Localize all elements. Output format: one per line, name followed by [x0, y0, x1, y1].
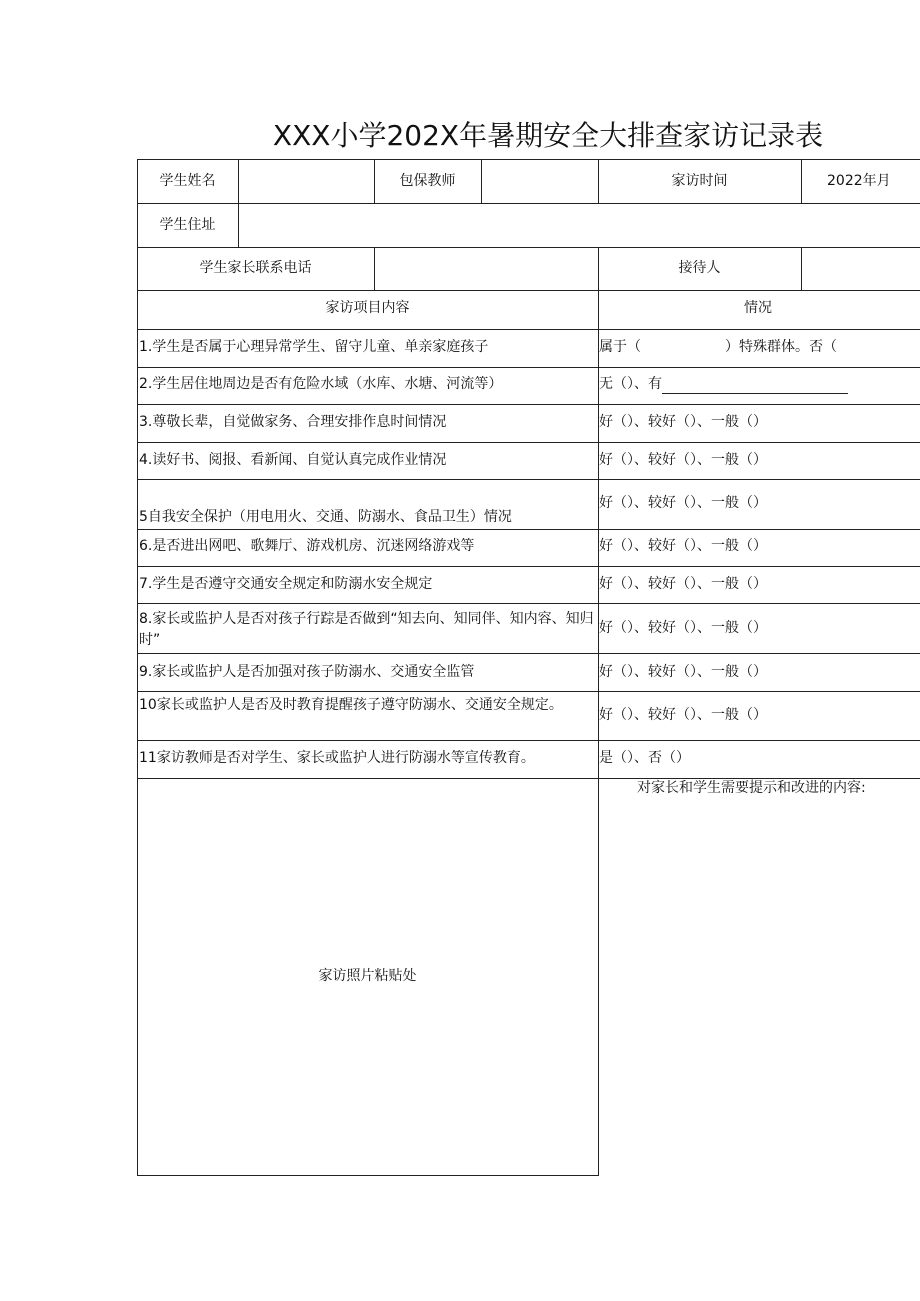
photo-paste-area: 家访照片粘贴处	[318, 968, 417, 984]
status-cell	[599, 374, 848, 394]
status-text: 好（）、较好（）、一般（）	[599, 620, 767, 636]
column-divider	[801, 159, 802, 203]
status-text: 是（）、否（）	[599, 750, 690, 766]
status-text: 好（）、较好（）、一般（）	[599, 664, 767, 680]
column-divider	[374, 247, 375, 290]
status-text: 好（）、较好（）、一般（）	[599, 538, 767, 554]
row-divider	[137, 740, 920, 741]
row-divider	[137, 329, 920, 330]
status-text: 好（）、较好（）、一般（）	[599, 452, 767, 468]
row-divider	[137, 566, 920, 567]
column-divider	[238, 159, 239, 247]
fill-in-line	[662, 377, 848, 394]
visit-time-value: 2022年月	[827, 173, 891, 189]
item-text: 10家长或监护人是否及时教育提醒孩子遵守防溺水、交通安全规定。	[139, 697, 563, 713]
row-divider	[137, 404, 920, 405]
item-text: 3.尊敬长辈，自觉做家务、合理安排作息时间情况	[139, 414, 447, 430]
row-divider	[137, 203, 920, 204]
row-divider	[137, 479, 920, 480]
status-text: 好（）、较好（）、一般（）	[599, 495, 767, 511]
item-text: 2.学生居住地周边是否有危险水域（水库、水塘、河流等）	[139, 376, 503, 392]
row-divider	[137, 603, 920, 604]
table-border-bottom	[137, 1175, 599, 1176]
status-text: 属于（ ）特殊群体。否（	[599, 339, 837, 355]
item-text: 7.学生是否遵守交通安全规定和防溺水安全规定	[139, 576, 433, 592]
status-text: 无（）、有	[599, 376, 662, 392]
visit-time-label: 家访时间	[671, 173, 728, 189]
status-text: 好（）、较好（）、一般（）	[599, 576, 767, 592]
row-divider	[137, 529, 920, 530]
row-divider	[137, 691, 920, 692]
item-text: 5自我安全保护（用电用火、交通、防溺水、食品卫生）情况	[139, 509, 512, 525]
column-divider	[801, 247, 802, 290]
page-title: XXX小学202X年暑期安全大排查家访记录表	[272, 119, 824, 152]
improvement-notes-label: 对家长和学生需要提示和改进的内容:	[637, 780, 866, 796]
item-text: 11家访教师是否对学生、家长或监护人进行防溺水等宣传教育。	[139, 750, 535, 766]
row-divider	[137, 367, 920, 368]
item-text: 4.读好书、阅报、看新闻、自觉认真完成作业情况	[139, 452, 447, 468]
items-header: 家访项目内容	[325, 300, 410, 316]
row-divider	[137, 653, 920, 654]
visit-record-table	[137, 159, 920, 1176]
item-text: 1.学生是否属于心理异常学生、留守儿童、单亲家庭孩子	[139, 339, 489, 355]
column-divider	[481, 159, 482, 203]
item-text: 6.是否进出网吧、歌舞厅、游戏机房、沉迷网络游戏等	[139, 538, 475, 554]
status-text: 好（）、较好（）、一般（）	[599, 414, 767, 430]
item-text: 9.家长或监护人是否加强对孩子防溺水、交通安全监管	[139, 664, 475, 680]
table-border-top	[137, 159, 920, 160]
status-text: 好（）、较好（）、一般（）	[599, 707, 767, 723]
row-divider	[137, 247, 920, 248]
address-label: 学生住址	[159, 217, 216, 233]
parent-phone-label: 学生家长联系电话	[199, 260, 312, 276]
item-text: 8.家长或监护人是否对孩子行踪是否做到“知去向、知同伴、知内容、知归时”	[139, 611, 594, 648]
row-divider	[137, 442, 920, 443]
student-name-label: 学生姓名	[159, 173, 216, 189]
row-divider	[137, 290, 920, 291]
teacher-label: 包保教师	[399, 173, 456, 189]
receiver-label: 接待人	[678, 260, 721, 276]
status-header: 情况	[744, 300, 772, 316]
